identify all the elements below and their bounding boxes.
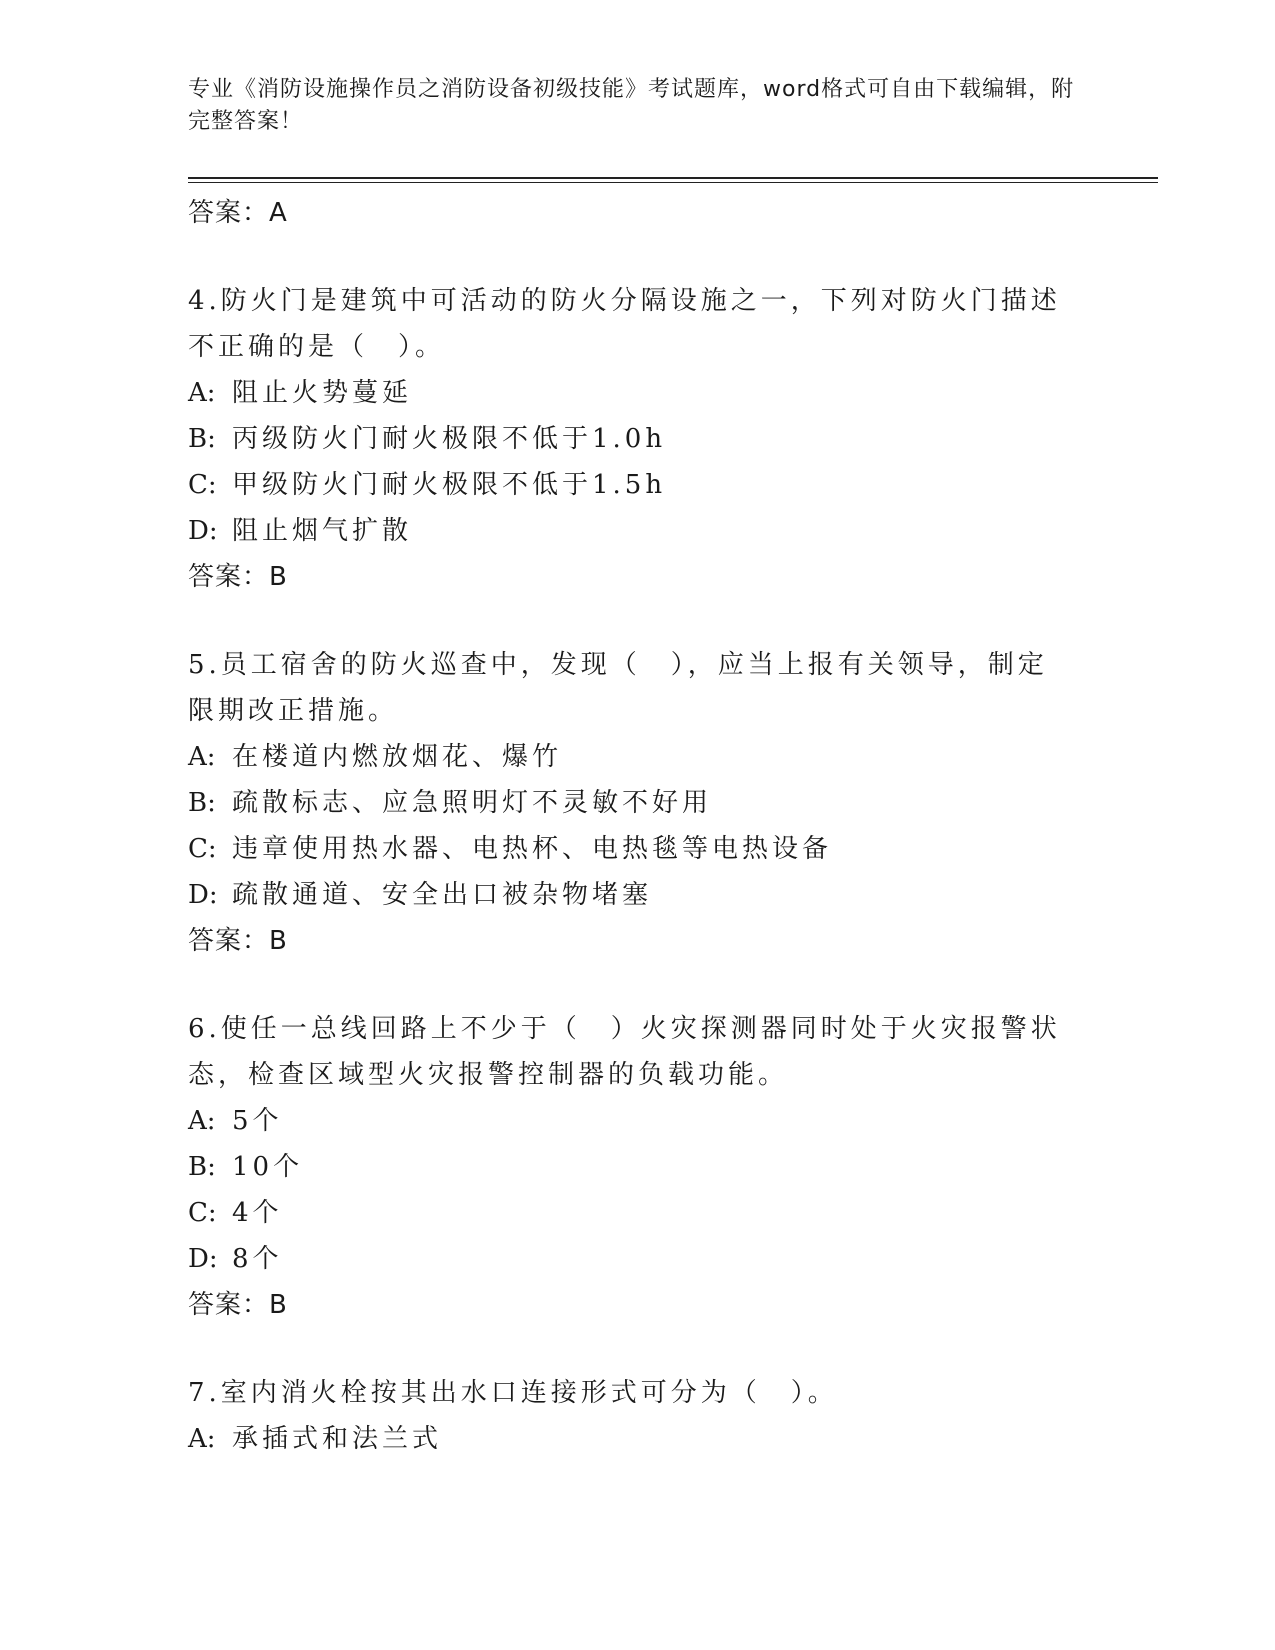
option-letter: A: [188,742,216,772]
header-divider-thin [188,182,1158,183]
option-letter: B: [188,1152,216,1182]
option-d [188,508,1068,554]
option-text: 10个 [232,1152,304,1182]
option-b [188,416,1068,462]
option-text: 疏散标志、应急照明灯不灵敏不好用 [232,788,713,818]
option-letter: D: [188,516,218,546]
option-letter: A: [188,1106,216,1136]
question-stem: 5.员工宿舍的防火巡查中，发现（ ），应当上报有关领导，制定限期改正措施。 [188,650,1048,726]
option-letter: A: [188,378,216,408]
option-letter: D: [188,1244,218,1274]
option-a [188,734,1068,780]
option-letter: D: [188,880,218,910]
question-7 [188,1370,1068,1462]
option-text: 8个 [232,1244,283,1274]
option-letter: C: [188,470,217,500]
option-c [188,462,1068,508]
option-a [188,370,1068,416]
option-letter: B: [188,424,216,454]
option-d [188,1236,1068,1282]
option-text: 5个 [232,1106,283,1136]
question-5 [188,642,1068,964]
answer-line: 答案：B [188,926,288,956]
option-a [188,1416,1068,1462]
option-b [188,1144,1068,1190]
answer-line: 答案：B [188,1290,288,1320]
header-divider-thick [188,177,1158,179]
option-text: 违章使用热水器、电热杯、电热毯等电热设备 [232,834,833,864]
option-text: 4个 [232,1198,283,1228]
question-list [188,190,1068,1462]
option-text: 疏散通道、安全出口被杂物堵塞 [232,880,653,910]
option-a [188,1098,1068,1144]
option-c [188,826,1068,872]
option-text: 阻止火势蔓延 [232,378,413,408]
option-text: 甲级防火门耐火极限不低于1.5h [232,470,667,500]
option-text: 阻止烟气扩散 [232,516,413,546]
answer-line: 答案：B [188,562,288,592]
option-b [188,780,1068,826]
question-stem: 7.室内消火栓按其出水口连接形式可分为（ ）。 [188,1378,838,1408]
answer-line: 答案：A [188,198,288,228]
option-letter: B: [188,788,216,818]
option-text: 在楼道内燃放烟花、爆竹 [232,742,563,772]
option-letter: A: [188,1424,216,1454]
question-stem: 4.防火门是建筑中可活动的防火分隔设施之一，下列对防火门描述不正确的是（ ）。 [188,286,1061,362]
option-c [188,1190,1068,1236]
option-letter: C: [188,834,217,864]
question-6 [188,1006,1068,1328]
question-4 [188,278,1068,600]
option-text: 承插式和法兰式 [232,1424,443,1454]
document-header: 专业《消防设施操作员之消防设备初级技能》考试题库，word格式可自由下载编辑，附完整答案！ [188,77,1075,134]
option-text: 丙级防火门耐火极限不低于1.0h [232,424,667,454]
option-d [188,872,1068,918]
question-stem: 6.使任一总线回路上不少于（ ）火灾探测器同时处于火灾报警状态，检查区域型火灾报警控制器的负载功能。 [188,1014,1061,1090]
option-letter: C: [188,1198,217,1228]
